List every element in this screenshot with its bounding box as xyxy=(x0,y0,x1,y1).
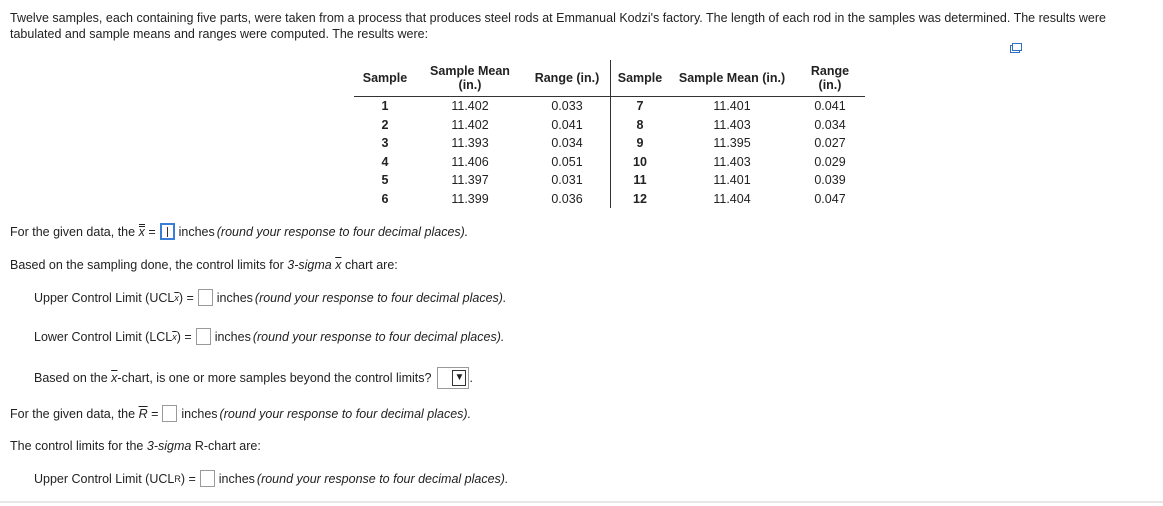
question-ucl-x xyxy=(34,289,506,306)
cell-sample: 11 xyxy=(633,173,647,188)
table-header-row xyxy=(354,60,865,97)
control-limits-heading-r xyxy=(10,439,261,453)
copy-table-icon[interactable] xyxy=(1010,43,1022,55)
cell-range: 0.027 xyxy=(814,136,846,151)
header-range-2: Range (in.) xyxy=(795,60,865,97)
table-row xyxy=(354,116,865,135)
cell-mean: 11.395 xyxy=(713,136,751,151)
cell-mean: 11.401 xyxy=(713,173,751,188)
cell-sample: 2 xyxy=(381,117,389,132)
ucl-r-label-end: ) = xyxy=(180,471,196,486)
cell-sample: 1 xyxy=(381,99,389,114)
ucl-x-input[interactable] xyxy=(198,289,213,306)
control-limits-heading-x xyxy=(10,258,398,272)
header-mean-1: Sample Mean (in.) xyxy=(416,60,524,97)
cell-mean: 11.393 xyxy=(451,136,489,151)
ucl-r-note: (round your response to four decimal places). xyxy=(256,471,509,486)
lcl-x-unit: inches xyxy=(214,329,251,344)
x-bar-symbol: $\overline{x}$ xyxy=(111,371,118,385)
bottom-divider xyxy=(0,501,1163,503)
ucl-x-label: Upper Control Limit (UCL xyxy=(34,290,175,305)
q7-italic: 3-sigma xyxy=(146,439,192,453)
cell-range: 0.039 xyxy=(814,173,846,188)
question-beyond-limits xyxy=(34,367,473,389)
q6-unit: inches xyxy=(181,406,218,421)
grand-mean-input[interactable] xyxy=(160,223,175,240)
ucl-x-subscript: $\overline{x}$ xyxy=(174,292,179,303)
cell-mean: 11.401 xyxy=(713,99,751,114)
cell-range: 0.033 xyxy=(524,97,611,116)
cell-sample: 8 xyxy=(636,117,644,132)
cell-range: 0.034 xyxy=(814,117,846,132)
lcl-x-input[interactable] xyxy=(196,328,211,345)
cell-range: 0.041 xyxy=(814,99,846,114)
table-row xyxy=(354,153,865,172)
dropdown-arrow-icon[interactable]: ▼ xyxy=(452,370,466,386)
header-sample-1: Sample xyxy=(354,60,416,97)
q5-end: . xyxy=(469,371,473,385)
ucl-r-label: Upper Control Limit (UCL xyxy=(34,471,175,486)
problem-intro: Twelve samples, each containing five parts, were taken from a process that produces steel rods at Emmanual Kodzi's factory. The length of each rod in the samples was determined. The results were tabulated and sample means and ranges were computed. The results were: xyxy=(10,11,1106,41)
lcl-x-subscript: $\overline{x}$ xyxy=(172,331,177,342)
q1-equals: = xyxy=(148,224,156,239)
q7-text-a: The control limits for the xyxy=(10,439,144,453)
beyond-limits-dropdown[interactable] xyxy=(437,367,469,389)
q1-note: (round your response to four decimal places). xyxy=(216,224,469,239)
cell-mean: 11.403 xyxy=(713,154,751,169)
cell-range: 0.047 xyxy=(814,191,846,206)
q7-text-b: R-chart are: xyxy=(194,439,261,453)
cell-range: 0.036 xyxy=(524,190,611,209)
ucl-r-subscript: R xyxy=(174,473,181,484)
cell-sample: 5 xyxy=(381,173,389,188)
q2-text-b: chart are: xyxy=(344,258,398,272)
q5-suffix: -chart, is one or more samples beyond the control limits? xyxy=(117,371,432,385)
header-range-1: Range (in.) xyxy=(524,60,611,97)
table-row xyxy=(354,134,865,153)
question-grand-mean xyxy=(10,223,468,240)
lcl-x-label: Lower Control Limit (LCL xyxy=(34,329,173,344)
mean-range-input[interactable] xyxy=(162,405,177,422)
q1-unit: inches xyxy=(178,224,215,239)
cell-sample: 9 xyxy=(636,136,644,151)
question-lcl-x xyxy=(34,328,504,345)
ucl-x-unit: inches xyxy=(216,290,253,305)
cell-mean: 11.399 xyxy=(451,191,489,206)
cell-mean: 11.404 xyxy=(713,191,751,206)
data-table xyxy=(354,60,865,208)
q6-note: (round your response to four decimal places). xyxy=(219,406,472,421)
table-row xyxy=(354,190,865,209)
ucl-x-label-end: ) = xyxy=(178,290,194,305)
cell-mean: 11.402 xyxy=(451,99,489,114)
lcl-x-label-end: ) = xyxy=(176,329,192,344)
cell-sample: 3 xyxy=(381,136,389,151)
cell-range: 0.029 xyxy=(814,154,846,169)
cell-range: 0.034 xyxy=(524,134,611,153)
ucl-r-input[interactable] xyxy=(200,470,215,487)
cell-sample: 12 xyxy=(633,191,647,206)
cell-range: 0.051 xyxy=(524,153,611,172)
table-row xyxy=(354,171,865,190)
q6-prefix: For the given data, the xyxy=(10,406,136,421)
cell-sample: 6 xyxy=(381,191,389,206)
lcl-x-note: (round your response to four decimal places). xyxy=(252,329,505,344)
cell-mean: 11.402 xyxy=(451,117,489,132)
table-row xyxy=(354,97,865,116)
q6-equals: = xyxy=(151,406,159,421)
cell-sample: 7 xyxy=(636,99,644,114)
q2-text-a: Based on the sampling done, the control limits for xyxy=(10,258,284,272)
cell-mean: 11.406 xyxy=(451,154,489,169)
cell-sample: 4 xyxy=(381,154,389,169)
cell-mean: 11.397 xyxy=(451,173,489,188)
q1-prefix: For the given data, the xyxy=(10,224,136,239)
question-ucl-r xyxy=(34,470,508,487)
header-sample-2: Sample xyxy=(611,60,670,97)
x-bar-symbol: $\overline{x}$ xyxy=(335,258,342,272)
r-bar-symbol: $\overline{R}$ xyxy=(138,406,148,421)
cell-mean: 11.403 xyxy=(713,117,751,132)
q2-italic: 3-sigma xyxy=(287,258,332,272)
header-mean-2: Sample Mean (in.) xyxy=(669,60,795,97)
question-mean-range xyxy=(10,405,471,422)
cell-range: 0.031 xyxy=(524,171,611,190)
cell-sample: 10 xyxy=(633,154,647,169)
cell-range: 0.041 xyxy=(524,116,611,135)
ucl-r-unit: inches xyxy=(218,471,255,486)
ucl-x-note: (round your response to four decimal places). xyxy=(254,290,507,305)
q5-prefix: Based on the xyxy=(34,371,108,385)
x-double-bar-symbol: x xyxy=(138,224,145,239)
